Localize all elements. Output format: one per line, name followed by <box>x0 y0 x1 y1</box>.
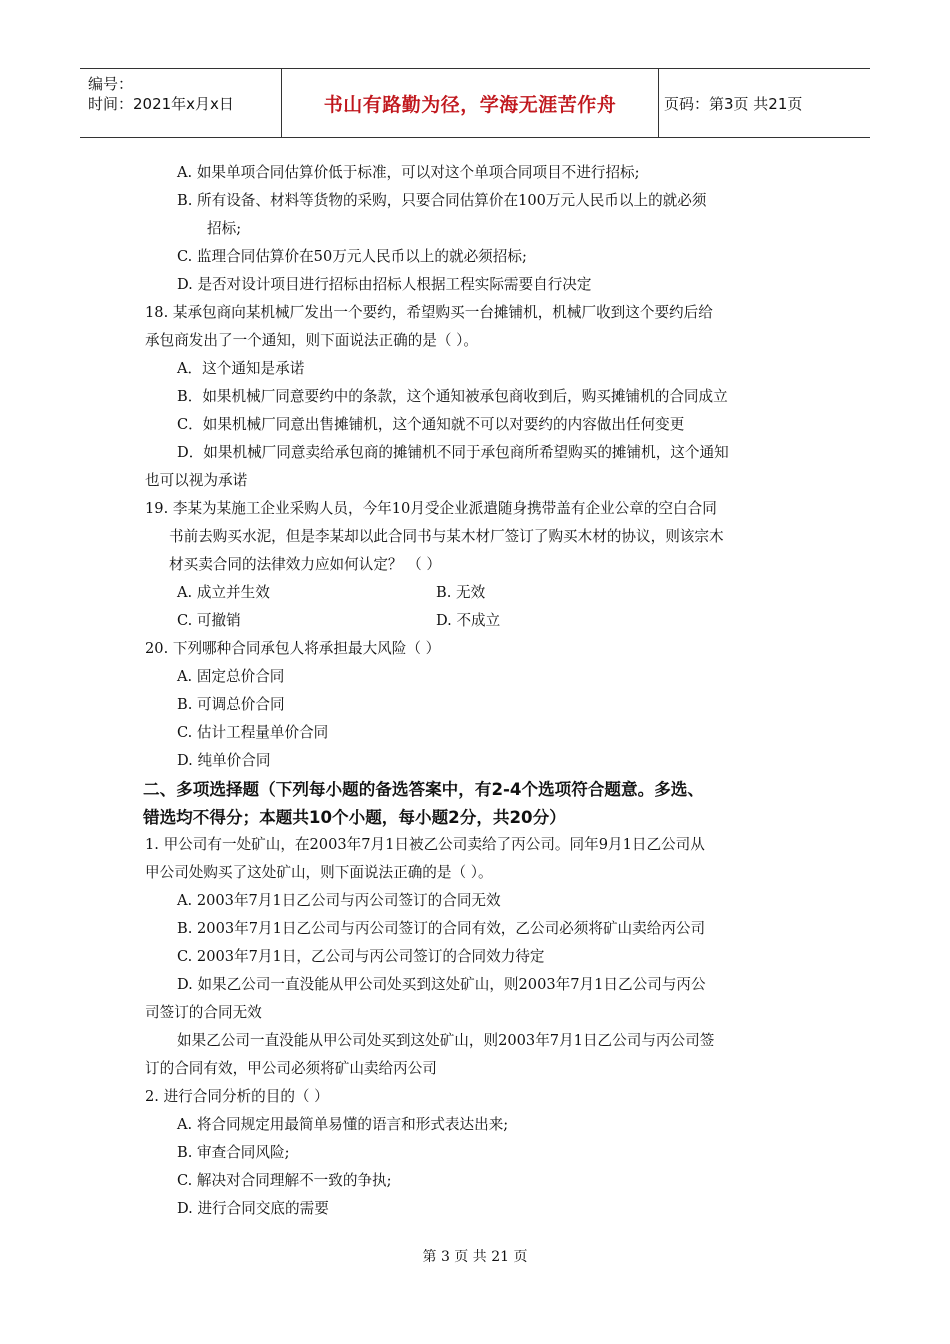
text-line: A. 2003年7月1日乙公司与丙公司签订的合同无效 <box>177 892 501 909</box>
question-20: 20. 下列哪种合同承包人将承担最大风险（ ） <box>145 640 441 657</box>
text-line: A. 如果单项合同估算价低于标准，可以对这个单项合同项目不进行招标; <box>177 164 640 181</box>
text-line: 司签订的合同无效 <box>145 1004 262 1021</box>
text-line: D. 不成立 <box>436 612 501 629</box>
header-page-cell <box>664 69 870 137</box>
text-line: C．如果机械厂同意出售摊铺机，这个通知就不可以对要约的内容做出任何变更 <box>177 416 685 433</box>
text-line: D. 进行合同交底的需要 <box>177 1200 329 1217</box>
text-line: 也可以视为承诺 <box>145 472 248 489</box>
text-line: 材买卖合同的法律效力应如何认定？ （ ） <box>169 556 441 573</box>
text-line: C. 估计工程量单价合同 <box>177 724 329 741</box>
text-line: 招标; <box>207 220 242 237</box>
question-1: 1. 甲公司有一处矿山，在2003年7月1日被乙公司卖给了丙公司。同年9月1日乙公司从 <box>145 836 705 853</box>
question-2: 2. 进行合同分析的目的（ ） <box>145 1088 329 1105</box>
text-line: B. 审查合同风险; <box>177 1144 290 1161</box>
text-line: 书前去购买水泥，但是李某却以此合同书与某木材厂签订了购买木材的协议，则该宗木 <box>169 528 724 545</box>
question-18: 18. 某承包商向某机械厂发出一个要约，希望购买一台摊铺机，机械厂收到这个要约后给 <box>145 304 713 321</box>
text-line: D. 如果乙公司一直没能从甲公司处买到这处矿山，则2003年7月1日乙公司与丙公 <box>177 976 706 993</box>
text-line: D. 是否对设计项目进行招标由招标人根据工程实际需要自行决定 <box>177 276 592 293</box>
number-label: 编号： <box>88 75 134 93</box>
header-motto-cell <box>281 69 659 137</box>
text-line: C. 监理合同估算价在50万元人民币以上的就必须招标; <box>177 248 527 265</box>
text-line: D. 纯单价合同 <box>177 752 271 769</box>
section-heading: 错选均不得分；本题共10个小题，每小题2分，共20分） <box>143 808 566 827</box>
page-footer: 第 3 页 共 21 页 <box>422 1249 528 1265</box>
text-line: C. 2003年7月1日，乙公司与丙公司签订的合同效力待定 <box>177 948 545 965</box>
text-line: B. 无效 <box>436 584 486 601</box>
text-line: 承包商发出了一个通知，则下面说法正确的是（ ）。 <box>145 332 478 349</box>
text-line: 甲公司处购买了这处矿山，则下面说法正确的是（ ）。 <box>145 864 493 881</box>
text-line: A. 固定总价合同 <box>177 668 285 685</box>
header-meta <box>80 69 280 137</box>
text-line: A. 将合同规定用最简单易懂的语言和形式表达出来; <box>177 1116 509 1133</box>
text-line: B. 所有设备、材料等货物的采购，只要合同估算价在100万元人民币以上的就必须 <box>177 192 707 209</box>
text-line: A. 成立并生效 <box>177 584 270 601</box>
text-line: 如果乙公司一直没能从甲公司处买到这处矿山，则2003年7月1日乙公司与丙公司签 <box>177 1032 715 1049</box>
page-header <box>80 68 870 138</box>
time-label: 时间：2021年x月x日 <box>88 95 234 113</box>
question-19: 19. 李某为某施工企业采购人员，今年10月受企业派遣随身携带盖有企业公章的空白合同 <box>145 500 717 517</box>
text-line: C. 解决对合同理解不一致的争执; <box>177 1172 392 1189</box>
text-line: 订的合同有效，甲公司必须将矿山卖给丙公司 <box>145 1060 437 1077</box>
text-line: B．如果机械厂同意要约中的条款，这个通知被承包商收到后，购买摊铺机的合同成立 <box>177 388 728 405</box>
page-label: 页码：第3页 共21页 <box>664 94 803 113</box>
text-line: A．这个通知是承诺 <box>177 360 305 377</box>
text-line: C. 可撤销 <box>177 612 241 629</box>
text-line: D．如果机械厂同意卖给承包商的摊铺机不同于承包商所希望购买的摊铺机，这个通知 <box>177 444 729 461</box>
text-line: B. 可调总价合同 <box>177 696 285 713</box>
section-heading: 二、多项选择题（下列每小题的备选答案中，有2-4个选项符合题意。多选、 <box>143 780 704 799</box>
text-line: B. 2003年7月1日乙公司与丙公司签订的合同有效，乙公司必须将矿山卖给丙公司 <box>177 920 706 937</box>
motto: 书山有路勤为径，学海无涯苦作舟 <box>323 93 617 116</box>
